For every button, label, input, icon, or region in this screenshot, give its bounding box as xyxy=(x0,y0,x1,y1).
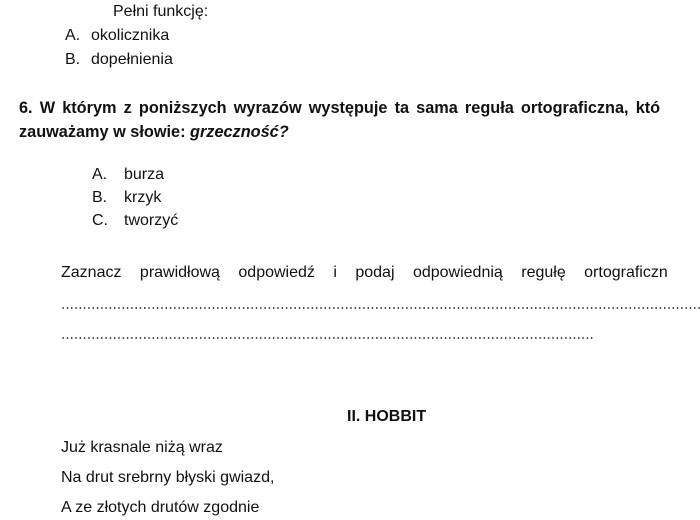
answer-line-1[interactable] xyxy=(61,307,700,309)
option-text: dopełnienia xyxy=(91,51,173,68)
question-6-title-line1: 6. W którym z poniższych wyrazów występuje ta sama reguła ortograficzna, któ xyxy=(19,99,661,117)
answer-line-2[interactable] xyxy=(61,337,594,339)
option-letter: A. xyxy=(92,166,108,183)
poem-line: Już krasnale niżą wraz xyxy=(61,439,223,456)
question-6-title-line2 xyxy=(19,120,660,144)
question-5-option-b xyxy=(65,51,173,69)
option-letter: A. xyxy=(65,27,81,44)
poem-line: A ze złotych drutów zgodnie xyxy=(61,499,260,516)
title-prefix: zauważamy w słowie: xyxy=(19,123,191,141)
option-text: tworzyć xyxy=(124,212,179,229)
section-title: II. HOBBIT xyxy=(347,408,427,425)
option-letter: B. xyxy=(92,189,108,206)
option-letter: C. xyxy=(92,212,108,229)
title-keyword: grzeczność? xyxy=(190,123,289,141)
question-5-option-a xyxy=(65,27,169,45)
question-6-title xyxy=(19,96,660,144)
option-text: okolicznika xyxy=(91,27,170,44)
option-text: krzyk xyxy=(124,189,162,206)
question-6-instruction: Zaznacz prawidłową odpowiedź i podaj odpowiednią regułę ortograficzn xyxy=(61,264,668,281)
question-6-option-a xyxy=(92,166,164,184)
question-5-subprompt: Pełni funkcję: xyxy=(113,3,209,20)
option-text: burza xyxy=(124,166,165,183)
poem-line: Na drut srebrny błyski gwiazd, xyxy=(61,469,275,486)
option-letter: B. xyxy=(65,51,81,68)
question-6-option-b xyxy=(92,189,161,207)
question-6-option-c xyxy=(92,212,178,230)
